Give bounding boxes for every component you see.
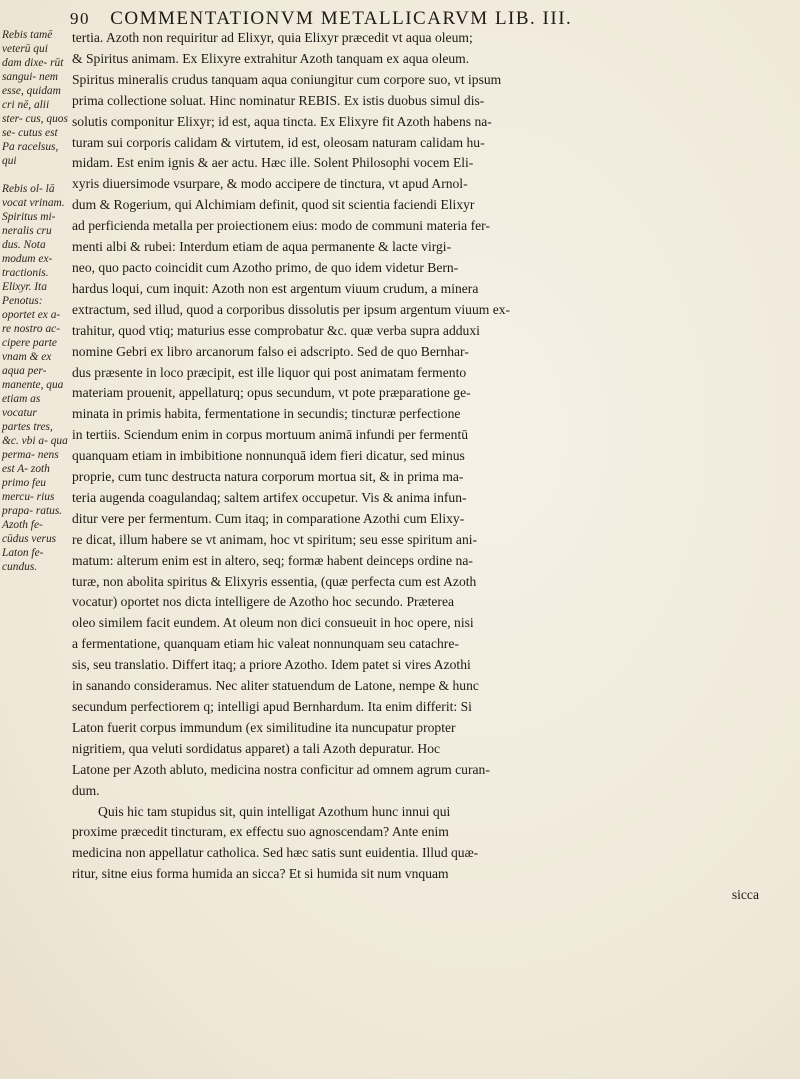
margin-note: Rebis ol- lā vocat vrinam. Spiritus mi- neralis cru dus. Nota modum ex- tractionis. Elixyr. Ita Penotus: oportet ex a- re nostro ac- cipere parte vnam & ex aqua per- manente, qua etiam as vocatur partes tres, &c. vbi a- qua perma- nens est A- zoth primo feu mercu- rius prapa- ratus. Azoth fe- cūdus verus Laton fe- cundus. bbox=[2, 183, 68, 573]
text-line: Latone per Azoth abluto, medicina nostra conficitur ad omnem agrum curan- bbox=[72, 761, 490, 777]
text-line: dum. bbox=[72, 782, 100, 798]
text-line: & Spiritus animam. Ex Elixyre extrahitur Azoth tanquam ex aqua oleum. bbox=[72, 50, 470, 66]
text-line: midam. Est enim ignis & aer actu. Hæc ille. Solent Philosophi vocem Eli- bbox=[72, 155, 474, 171]
text-line: sis, seu translatio. Differt itaq; a priore Azotho. Idem patet si vires Azothi bbox=[72, 657, 471, 673]
text-line: nomine Gebri ex libro arcanorum falso ei adscripto. Sed de quo Bernhar- bbox=[72, 343, 469, 359]
text-line: neo, quo pacto coincidit cum Azotho primo, de quo idem videtur Bern- bbox=[72, 259, 459, 275]
text-line: re dicat, illum habere se vt animam, hoc vt spiritum; seu esse spiritum ani- bbox=[72, 531, 478, 547]
text-line: menti albi & rubei: Interdum etiam de aqua permanente & lacte virgi- bbox=[72, 239, 452, 255]
text-line: xyris diuersimode vsurpare, & modo accipere de tinctura, vt apud Arnol- bbox=[72, 176, 468, 192]
text-line: in tertiis. Sciendum enim in corpus mortuum animā infundi per fermentū bbox=[72, 427, 469, 443]
text-line: hardus loqui, cum inquit: Azoth non est argentum viuum crudum, a minera bbox=[72, 280, 479, 296]
main-text bbox=[72, 28, 777, 906]
text-line: trahitur, quod vtiq; maturius esse comprobatur &c. quæ verba supra adduxi bbox=[72, 322, 480, 338]
text-line: Laton fuerit corpus immundum (ex similitudine ita nuncupatur propter bbox=[72, 719, 456, 735]
running-title: COMMENTATIONVM METALLICARVM LIB. III. bbox=[110, 8, 573, 29]
text-line: dum & Rogerium, qui Alchimiam definit, quod sit scientia faciendi Elixyr bbox=[72, 197, 475, 213]
text-line: vocatur) oportet nos dicta intelligere de Azotho hoc secundo. Præterea bbox=[72, 594, 455, 610]
text-line: minata in primis habita, fermentatione in secundis; tincturæ perfectione bbox=[72, 406, 461, 422]
text-line: Spiritus mineralis crudus tanquam aqua coniungitur cum corpore suo, vt ipsum bbox=[72, 71, 502, 87]
text-line: solutis componitur Elixyr; id est, aqua tincta. Ex Elixyre fit Azoth habens na- bbox=[72, 113, 492, 129]
page-number: 90 bbox=[70, 9, 90, 28]
margin-note: Rebis tamē veterū qui dam dixe- rūt sangui- nem esse, quidam cri nē, alii ster- cus, quos se- cutus est Pa racelsus, qui bbox=[2, 29, 68, 167]
text-line: a fermentatione, quanquam etiam hic valeat nonnunquam seu catachre- bbox=[72, 636, 459, 652]
text-line: dus præsente in loco præcipit, est ille liquor qui post animatam fermento bbox=[72, 364, 467, 380]
running-header bbox=[70, 8, 770, 30]
text-line: turæ, non abolita spiritus & Elixyris essentia, (quæ perfecta cum est Azoth bbox=[72, 573, 477, 589]
text-line: proxime præcedit tincturam, ex effectu suo agnoscendam? Ante enim bbox=[72, 824, 449, 840]
text-line: in sanando consideramus. Nec aliter statuendum de Latone, nempe & hunc bbox=[72, 678, 479, 694]
text-line: medicina non appellatur catholica. Sed hæc satis sunt euidentia. Illud quæ- bbox=[72, 845, 479, 861]
text-line: prima collectione soluat. Hinc nominatur REBIS. Ex istis duobus simul dis- bbox=[72, 92, 485, 108]
text-line: teria augenda coagulandaq; saltem artifex occupetur. Vis & anima infun- bbox=[72, 489, 467, 505]
text-line: extractum, sed illud, quod a corporibus dissolutis per ipsum argentum viuum ex- bbox=[72, 301, 511, 317]
text-line: matum: alterum enim est in altero, seq; formæ habent deinceps ordine na- bbox=[72, 552, 473, 568]
text-line: ad perficienda metalla per proiectionem eius: modo de communi materia fer- bbox=[72, 218, 490, 234]
catchword: sicca bbox=[731, 887, 759, 903]
text-line: secundum perfectiorem q; intelligi apud Bernhardum. Ita enim differit: Si bbox=[72, 699, 472, 714]
text-line: ritur, sitne eius forma humida an sicca? Et si humida sit num vnquam bbox=[72, 866, 449, 882]
text-line: Quis hic tam stupidus sit, quin intelligat Azothum hunc innui qui bbox=[98, 803, 451, 819]
margin-notes bbox=[2, 28, 68, 588]
text-line: ditur vere per fermentum. Cum itaq; in comparatione Azothi cum Elixy- bbox=[72, 510, 465, 526]
text-line: tertia. Azoth non requiritur ad Elixyr, quia Elixyr præcedit vt aqua oleum; bbox=[72, 30, 473, 45]
text-line: materiam prouenit, appellaturq; opus secundum, vt pote præparatione ge- bbox=[72, 385, 471, 401]
text-line: oleo similem facit eundem. At oleum non dici consueuit in hoc opere, nisi bbox=[72, 615, 474, 631]
text-line: proprie, cum tunc destructa natura corporum mortua sit, & in prima ma- bbox=[72, 469, 464, 485]
text-line: quanquam etiam in imbibitione nonnunquā idem fieri dicatur, sed minus bbox=[72, 448, 465, 464]
text-line: turam sui corporis calidam & virtutem, id est, oleosam naturam calidam hu- bbox=[72, 134, 485, 150]
text-line: nigritiem, qua veluti sordidatus apparet) a tali Azoth depuratur. Hoc bbox=[72, 740, 441, 756]
